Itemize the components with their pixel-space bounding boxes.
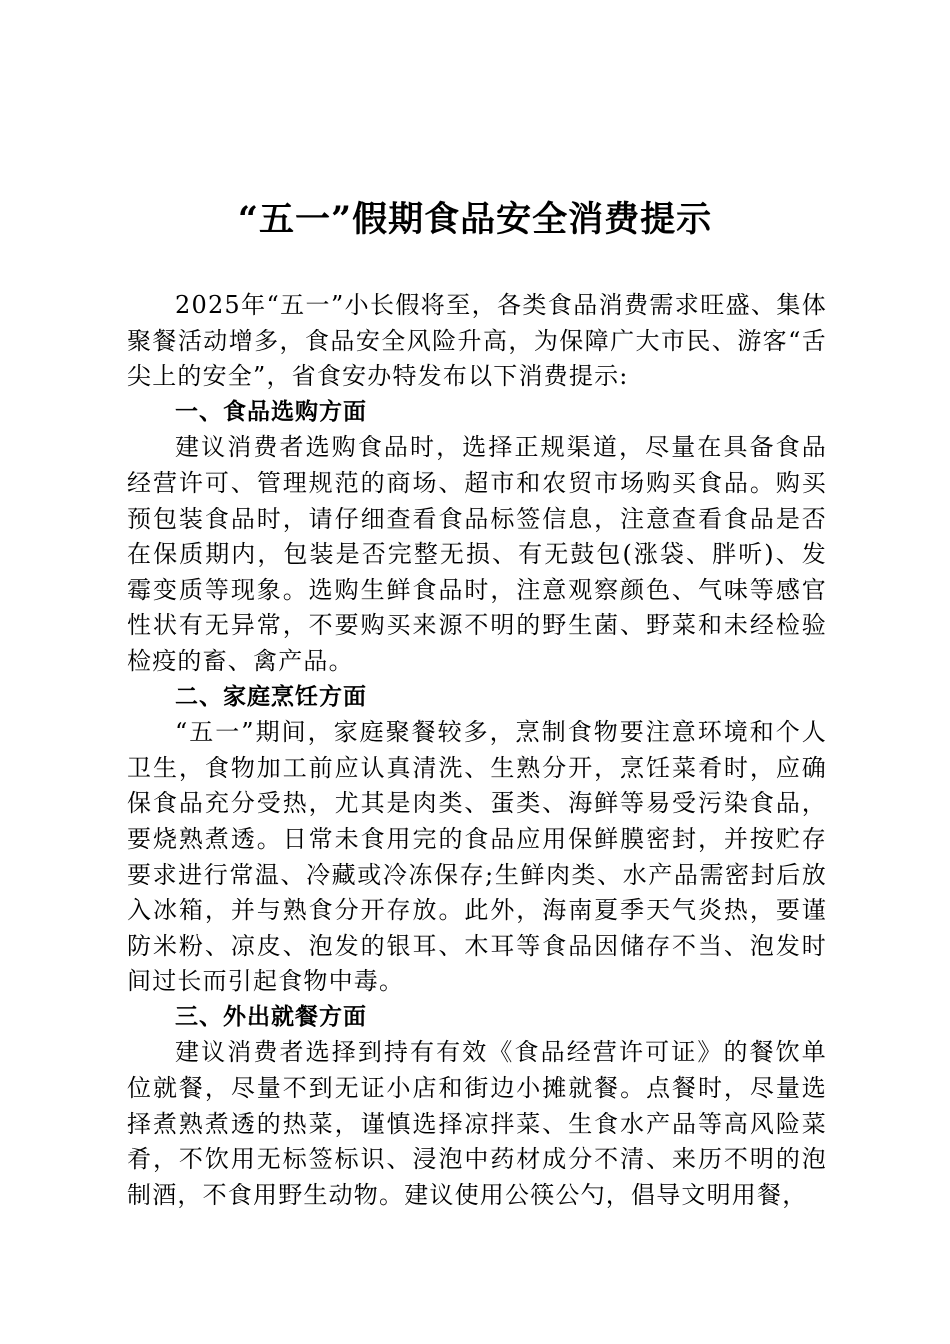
section-heading-dining-out: 三、外出就餐方面	[175, 1003, 367, 1030]
document-title: “五一”假期食品安全消费提示	[237, 199, 713, 240]
section-heading-food-purchase: 一、食品选购方面	[175, 398, 367, 425]
document-body	[127, 288, 827, 1213]
section-text-food-purchase: 建议消费者选购食品时，选择正规渠道，尽量在具备食品经营许可、管理规范的商场、超市和农贸市场购买食品。购买预包装食品时，请仔细查看食品标签信息，注意查看食品是否在保质期内，包装是否完整无损、有无鼓包(涨袋、胖听)、发霉变质等现象。选购生鲜食品时，注意观察颜色、气味等感官性状有无异常，不要购买来源不明的野生菌、野菜和未经检验检疫的畜、禽产品。	[127, 433, 827, 675]
intro-paragraph: 2025年“五一”小长假将至，各类食品消费需求旺盛、集体聚餐活动增多，食品安全风险升高，为保障广大市民、游客“舌尖上的安全”，省食安办特发布以下消费提示:	[127, 291, 827, 391]
section-text-home-cooking: “五一”期间，家庭聚餐较多，烹制食物要注意环境和个人卫生，食物加工前应认真清洗、生熟分开，烹饪菜肴时，应确保食品充分受热，尤其是肉类、蛋类、海鲜等易受污染食品，要烧熟煮透。日常未食用完的食品应用保鲜膜密封，并按贮存要求进行常温、冷藏或冷冻保存;生鲜肉类、水产品需密封后放入冰箱，并与熟食分开存放。此外，海南夏季天气炎热，要谨防米粉、凉皮、泡发的银耳、木耳等食品因储存不当、泡发时间过长而引起食物中毒。	[127, 718, 827, 996]
section-text-dining-out: 建议消费者选择到持有有效《食品经营许可证》的餐饮单位就餐，尽量不到无证小店和街边小摊就餐。点餐时，尽量选择煮熟煮透的热菜，谨慎选择凉拌菜、生食水产品等高风险菜肴，不饮用无标签标识、浸泡中药材成分不清、来历不明的泡制酒，不食用野生动物。建议使用公筷公勺，倡导文明用餐，	[127, 1038, 827, 1209]
section-heading-home-cooking: 二、家庭烹饪方面	[175, 683, 367, 710]
